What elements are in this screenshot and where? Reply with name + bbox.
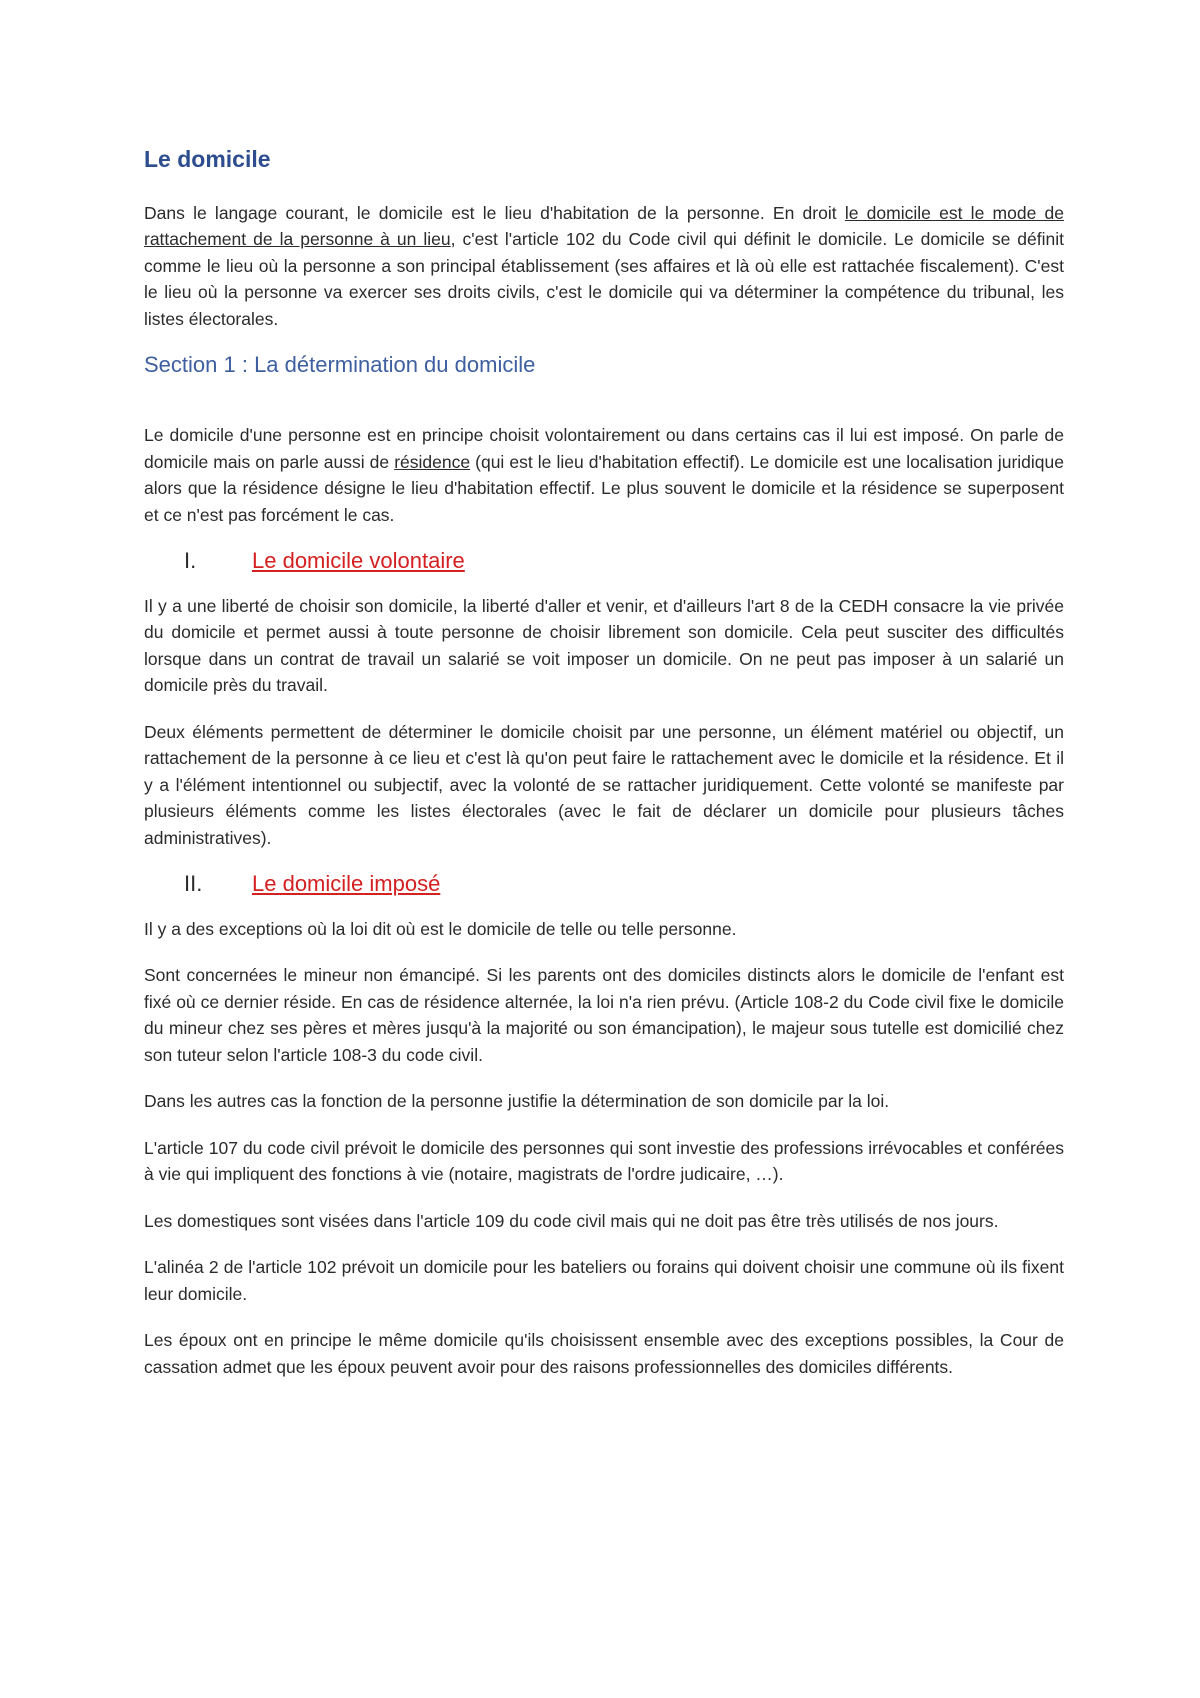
part-2-paragraph-3: Dans les autres cas la fonction de la personne justifie la détermination de son domicile par la loi. [144, 1091, 890, 1112]
section-1-heading: Section 1 : La détermination du domicile [144, 352, 536, 378]
part-1-paragraph-1: Il y a une liberté de choisir son domicile, la liberté d'aller et venir, et d'ailleurs l'art 8 de la CEDH consacre la vie privée du domicile et permet aussi à toute personne de choisir librement son domicile. Cela peut susciter des difficultés lorsque dans un contrat de travail un salarié se voit imposer un domicile. On ne peut pas imposer à un salarié un domicile près du travail. [144, 595, 1064, 696]
part-2-paragraph-1: Il y a des exceptions où la loi dit où est le domicile de telle ou telle personne. [144, 918, 737, 939]
section-1-text-before: Le domicile d'une personne est en principe choisit volontairement ou dans certains cas il lui est imposé. On parle de domicile mais on parle aussi de [144, 425, 1064, 472]
part-1-label: Le domicile volontaire [252, 548, 465, 574]
intro-underlined-text: le domicile est le mode de rattachement de la personne à un lieu [144, 202, 1065, 250]
part-2-paragraph-4: L'article 107 du code civil prévoit le domicile des personnes qui sont investie des professions irrévocables et conférées à vie qui impliquent des fonctions à vie (notaire, magistrats de l'ordre judicaire, …). [144, 1137, 1064, 1185]
intro-paragraph [144, 200, 1064, 333]
part-2-number: II. [184, 871, 203, 897]
part-2-paragraph-7: Les époux ont en principe le même domicile qu'ils choisissent ensemble avec des exceptions possibles, la Cour de cassation admet que les époux peuvent avoir pour des raisons professionnelles des domiciles différents. [144, 1330, 1064, 1377]
section-1-underlined-text: résidence [394, 451, 471, 472]
part-2-label: Le domicile imposé [252, 871, 441, 897]
section-1-paragraph [144, 422, 1064, 528]
part-1-heading [144, 548, 1064, 574]
intro-text-after: , c'est l'article 102 du Code civil qui définit le domicile. Le domicile se définit comme le lieu où la personne a son principal établissement (ses affaires et là où elle est rattachée fiscalement). C'est le lieu où la personne va exercer ses droits civils, c'est le domicile qui va déterminer la compétence du tribunal, les listes électorales. [144, 229, 1065, 329]
part-2-heading [144, 871, 1064, 897]
part-2-paragraph-5: Les domestiques sont visées dans l'article 109 du code civil mais qui ne doit pas être très utilisés de nos jours. [144, 1210, 999, 1231]
section-1-text-after: (qui est le lieu d'habitation effectif). Le domicile est une localisation juridique alors que la résidence désigne le lieu d'habitation effectif. Le plus souvent le domicile et la résidence se superposent et ce n'est pas forcément le cas. [144, 451, 1064, 525]
part-2-paragraph-2: Sont concernées le mineur non émancipé. Si les parents ont des domiciles distincts alors le domicile de l'enfant est fixé où ce dernier réside. En cas de résidence alternée, la loi n'a rien prévu. (Article 108-2 du Code civil fixe le domicile du mineur chez ses pères et mères jusqu'à la majorité ou son émancipation), le majeur sous tutelle est domicilié chez son tuteur selon l'article 108-3 du code civil. [144, 965, 1064, 1065]
part-1-number: I. [184, 548, 197, 574]
intro-text-before: Dans le langage courant, le domicile est le lieu d'habitation de la personne. En droit [144, 202, 845, 223]
page-title: Le domicile [144, 146, 271, 172]
part-1-paragraph-2: Deux éléments permettent de déterminer le domicile choisit par une personne, un élément matériel ou objectif, un rattachement de la personne à ce lieu et c'est là qu'on peut faire le rattachement avec le domicile et la résidence. Et il y a l'élément intentionnel ou subjectif, avec la volonté de se rattacher juridiquement. Cette volonté se manifeste par plusieurs éléments comme les listes électorales (avec le fait de déclarer un domicile pour plusieurs tâches administratives). [144, 721, 1064, 848]
part-2-paragraph-6: L'alinéa 2 de l'article 102 prévoit un domicile pour les bateliers ou forains qui doivent choisir une commune où ils fixent leur domicile. [144, 1257, 1064, 1304]
